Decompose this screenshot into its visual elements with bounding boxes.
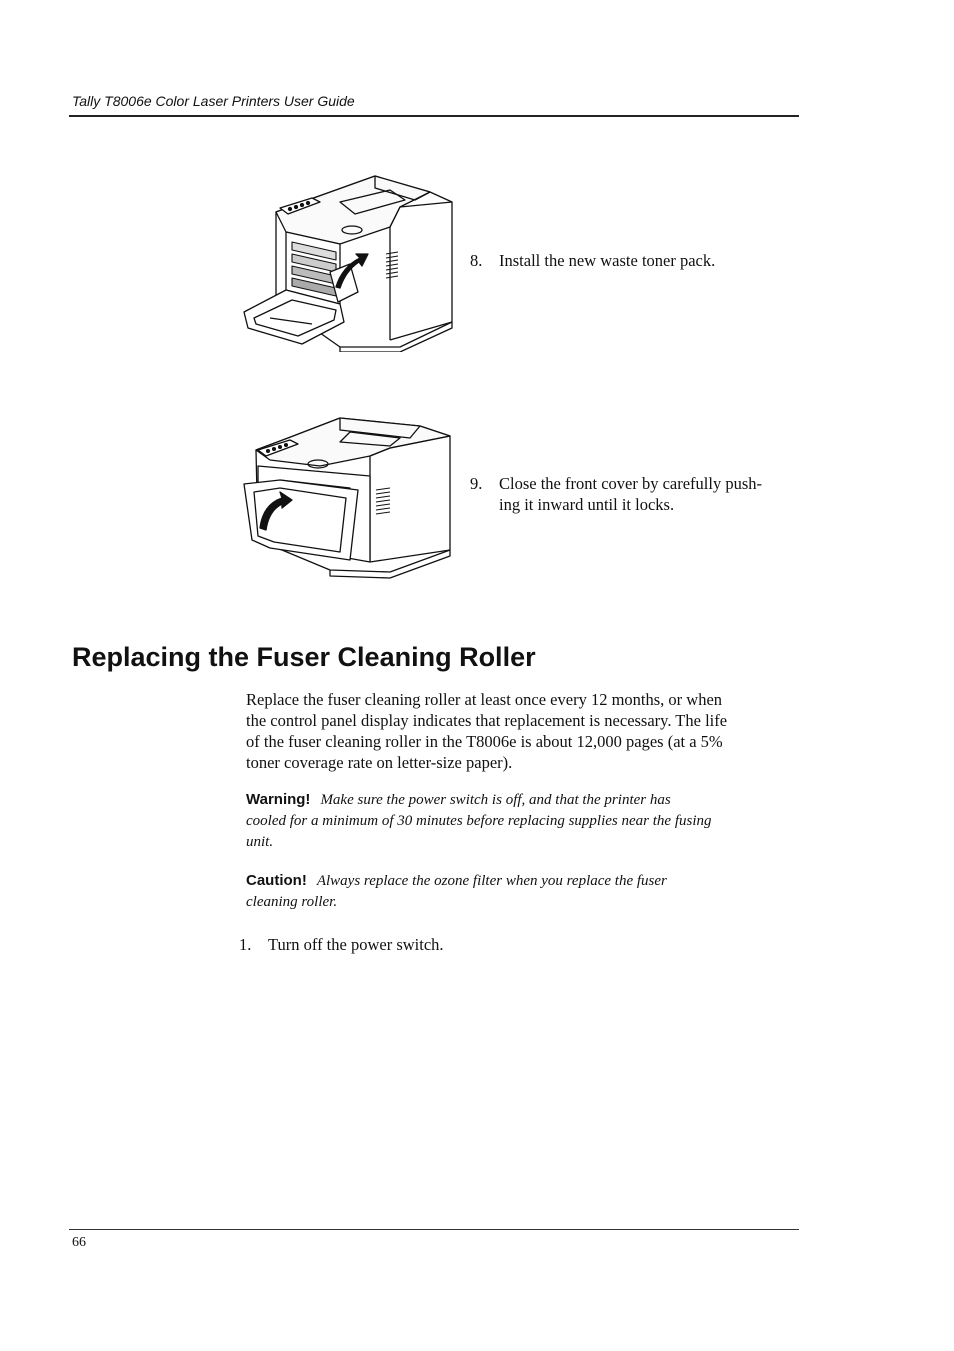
step-text-line: Close the front cover by carefully push- [499, 474, 763, 493]
page-number: 66 [72, 1235, 86, 1250]
printer-open-cover-illustration [240, 172, 456, 352]
step-number: 1. [239, 935, 252, 954]
caution-note [246, 870, 741, 913]
paragraph-line: of the fuser cleaning roller in the T8006e is about 12,000 pages (at a 5% [246, 732, 723, 751]
warning-text: Make sure the power switch is off, and that the printer has [320, 792, 671, 808]
body-paragraph [246, 689, 791, 773]
header-rule [69, 115, 799, 117]
step-text: Install the new waste toner pack. [499, 251, 716, 270]
warning-label: Warning! [246, 791, 311, 808]
step-text [499, 473, 762, 515]
paragraph-line: toner coverage rate on letter-size paper). [246, 753, 513, 772]
warning-note [246, 789, 741, 853]
step-text: Turn off the power switch. [268, 935, 444, 954]
running-header: Tally T8006e Color Laser Printers User Guide [72, 93, 355, 109]
printer-close-cover-illustration [240, 410, 456, 580]
caution-text: cleaning roller. [246, 894, 338, 910]
step-number: 9. [470, 474, 483, 493]
warning-text: unit. [246, 834, 274, 850]
step-number: 8. [470, 251, 483, 270]
caution-label: Caution! [246, 872, 307, 889]
paragraph-line: Replace the fuser cleaning roller at least once every 12 months, or when [246, 690, 723, 709]
warning-text: cooled for a minimum of 30 minutes before replacing supplies near the fusing [246, 813, 712, 829]
footer-rule [69, 1229, 799, 1230]
section-heading: Replacing the Fuser Cleaning Roller [72, 642, 536, 672]
caution-text: Always replace the ozone filter when you replace the fuser [316, 873, 667, 889]
step-text-line: ing it inward until it locks. [499, 495, 675, 514]
paragraph-line: the control panel display indicates that replacement is necessary. The life [246, 711, 728, 730]
